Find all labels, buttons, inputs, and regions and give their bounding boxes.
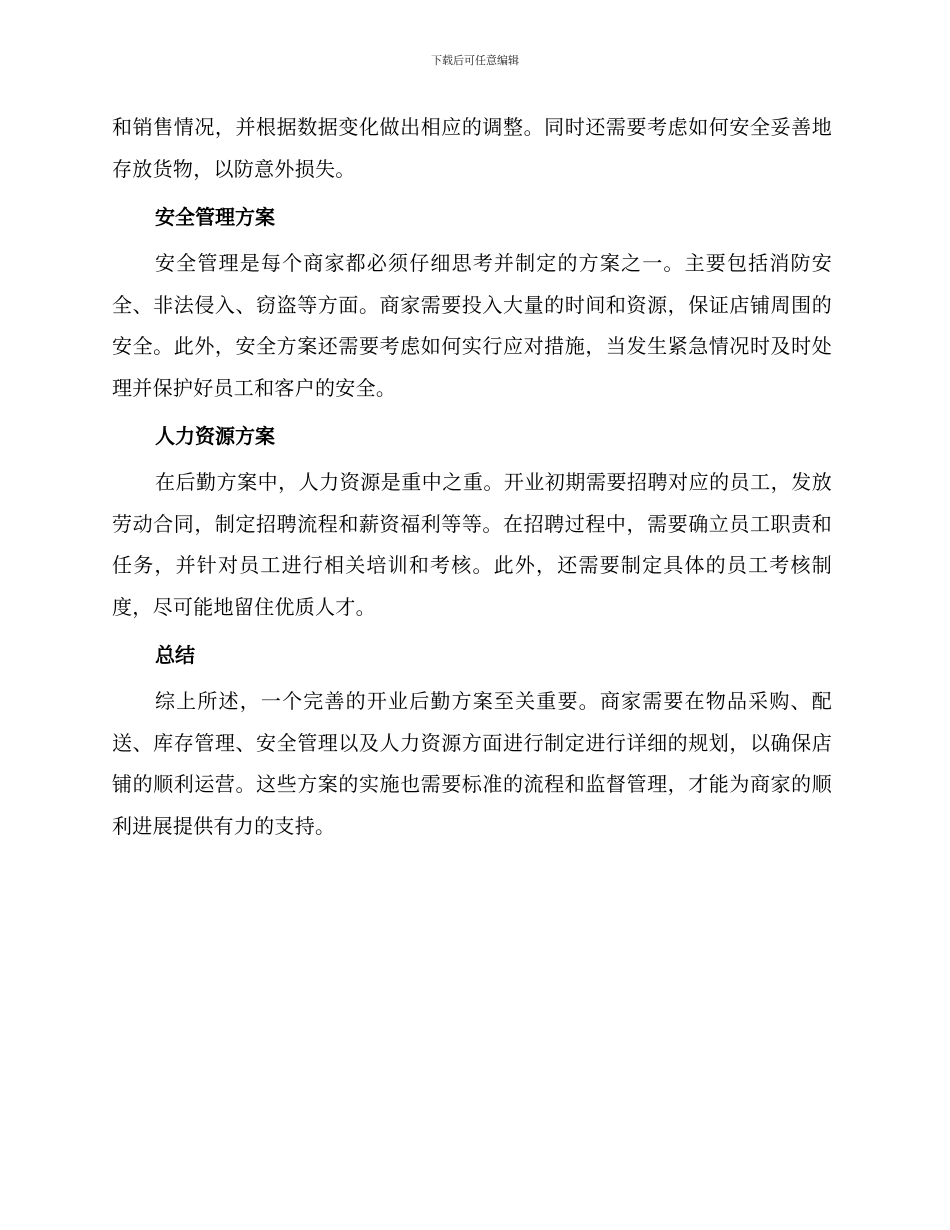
paragraph-summary: 综上所述，一个完善的开业后勤方案至关重要。商家需要在物品采购、配送、库存管理、安全管理以及人力资源方面进行制定进行详细的规划，以确保店铺的顺利运营。这些方案的实施也需要标准的流程和监督管理，才能为商家的顺利进展提供有力的支持。 <box>112 689 832 838</box>
document-body <box>112 107 832 847</box>
heading-safety-management: 安全管理方案 <box>155 205 275 229</box>
heading-summary: 总结 <box>155 643 195 667</box>
paragraph-continued: 和销售情况，并根据数据变化做出相应的调整。同时还需要考虑如何安全妥善地存放货物，以防意外损失。 <box>112 115 832 181</box>
paragraph-human-resources: 在后勤方案中，人力资源是重中之重。开业初期需要招聘对应的员工，发放劳动合同，制定招聘流程和薪资福利等等。在招聘过程中，需要确立员工职责和任务，并针对员工进行相关培训和考核。此外，还需要制定具体的员工考核制度，尽可能地留住优质人才。 <box>112 470 832 619</box>
heading-human-resources: 人力资源方案 <box>155 424 275 448</box>
page-header: 下载后可任意编辑 <box>431 54 519 67</box>
paragraph-safety-management: 安全管理是每个商家都必须仔细思考并制定的方案之一。主要包括消防安全、非法侵入、窃盗等方面。商家需要投入大量的时间和资源，保证店铺周围的安全。此外，安全方案还需要考虑如何实行应对措施，当发生紧急情况时及时处理并保护好员工和客户的安全。 <box>112 251 832 400</box>
